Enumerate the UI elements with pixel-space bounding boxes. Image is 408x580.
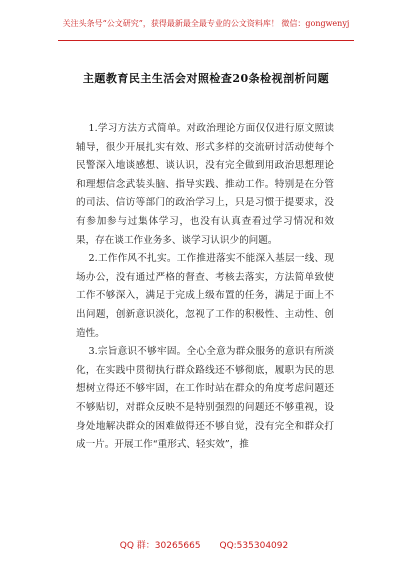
footer-qq-group: QQ 群：30265665 xyxy=(119,541,201,551)
header-divider xyxy=(58,40,354,41)
paragraph-1: 1.学习方法方式简单。对政治理论方面仅仅进行原文照读辅导，很少开展扎实有效、形式多样的交流研讨活动使每个民警深入地谈感想、谈认识，没有完全做到用政治思想理论和理想信念武装头脑、指导实践、推动工作。特别是在分管的司法、信访等部门的政治学习上，只是习惯于提要求，没有参加参与过集体学习，也没有认真查看过学习情况和效果，存在谈工作业务多、谈学习认识少的问题。 xyxy=(76,123,334,246)
footer-contact xyxy=(0,538,408,551)
footer-qq: QQ:535304092 xyxy=(219,541,289,551)
header-banner: 关注头条号“公文研究”，获得最新最全最专业的公文资料库！ 微信：gongwenyj xyxy=(62,19,350,28)
paragraph-3: 3.宗旨意识不够牢固。全心全意为群众服务的意识有所淡化，在实践中贯彻执行群众路线还不够彻底，履职为民的思想树立得还不够牢固，在工作时站在群众的角度考虑问题还不够贴切，对群众反映不是特别强烈的问题还不够重视，设身处地解决群众的困难做得还不够自觉，没有完全和群众打成一片。开展工作“重形式、轻实效”，推 xyxy=(76,346,334,451)
document-title: 主题教育民主生活会对照检查20条检视剖析问题 xyxy=(82,72,330,85)
document-body xyxy=(76,120,334,455)
paragraph-2: 2.工作作风不扎实。工作推进落实不能深入基层一线、现场办公，没有通过严格的督查、考核去落实，方法简单致使工作不够深入，满足于完成上级布置的任务，满足于面上不出问题，创新意识淡化，忽视了工作的积极性、主动性、创造性。 xyxy=(76,253,334,339)
